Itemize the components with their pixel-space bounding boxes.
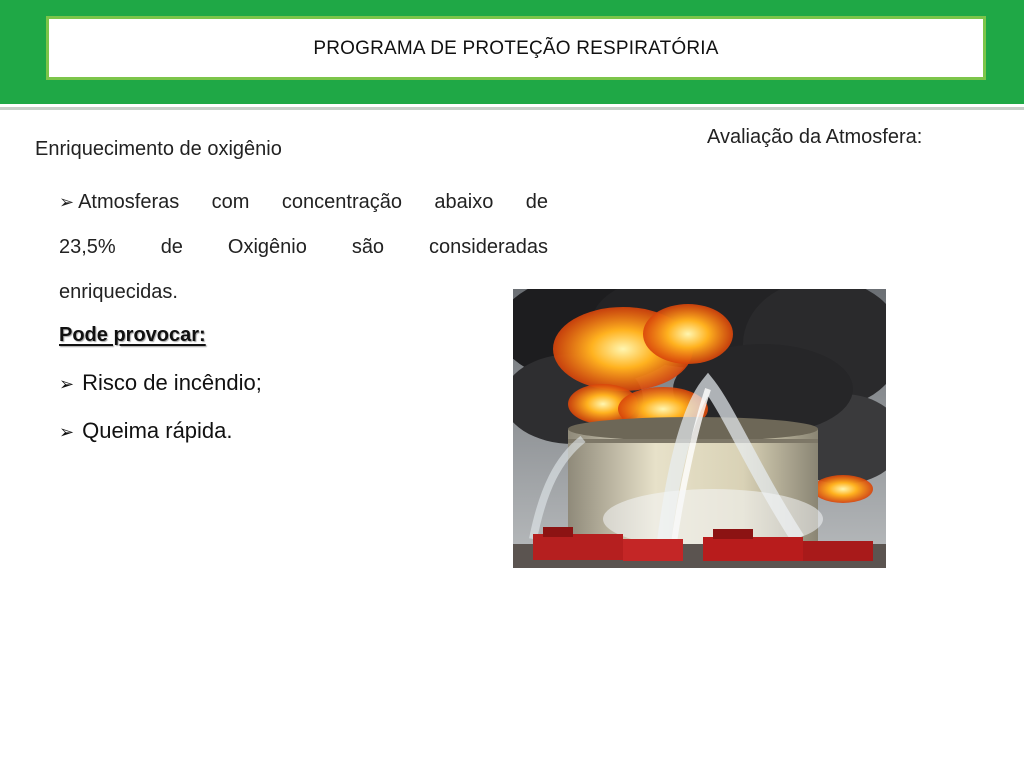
paragraph-word: de bbox=[525, 191, 548, 213]
page-title: PROGRAMA DE PROTEÇÃO RESPIRATÓRIA bbox=[313, 38, 719, 59]
arrow-bullet-icon: ➢ bbox=[59, 374, 75, 394]
title-box bbox=[46, 16, 986, 80]
paragraph-word: ➢ Atmosferas bbox=[59, 191, 180, 213]
tank-fire-photo bbox=[513, 289, 886, 568]
paragraph-word: de bbox=[160, 236, 183, 258]
subtitle-oxygen-enrichment: Enriquecimento de oxigênio bbox=[35, 138, 282, 160]
paragraph-word: abaixo bbox=[434, 191, 494, 213]
arrow-bullet-icon: ➢ bbox=[59, 422, 75, 442]
subtitle-atmosphere-evaluation: Avaliação da Atmosfera: bbox=[707, 126, 923, 148]
arrow-bullet-icon: ➢ bbox=[59, 192, 75, 212]
paragraph-word: 23,5% bbox=[59, 236, 116, 258]
paragraph-word: enriquecidas. bbox=[59, 281, 178, 303]
paragraph-word: são bbox=[351, 236, 385, 258]
description-paragraph bbox=[59, 180, 548, 315]
bullet-fire-risk: ➢ Risco de incêndio; bbox=[59, 370, 262, 395]
bullet-rapid-burning: ➢ Queima rápida. bbox=[59, 418, 233, 443]
paragraph-line-1 bbox=[59, 180, 548, 225]
paragraph-word: consideradas bbox=[429, 236, 548, 258]
pode-provocar-label: Pode provocar: bbox=[59, 324, 206, 346]
header-divider bbox=[0, 107, 1024, 110]
paragraph-line-3 bbox=[59, 270, 548, 315]
paragraph-word: concentração bbox=[281, 191, 402, 213]
paragraph-word: com bbox=[211, 191, 250, 213]
paragraph-word: Oxigênio bbox=[227, 236, 307, 258]
paragraph-line-2 bbox=[59, 225, 548, 270]
